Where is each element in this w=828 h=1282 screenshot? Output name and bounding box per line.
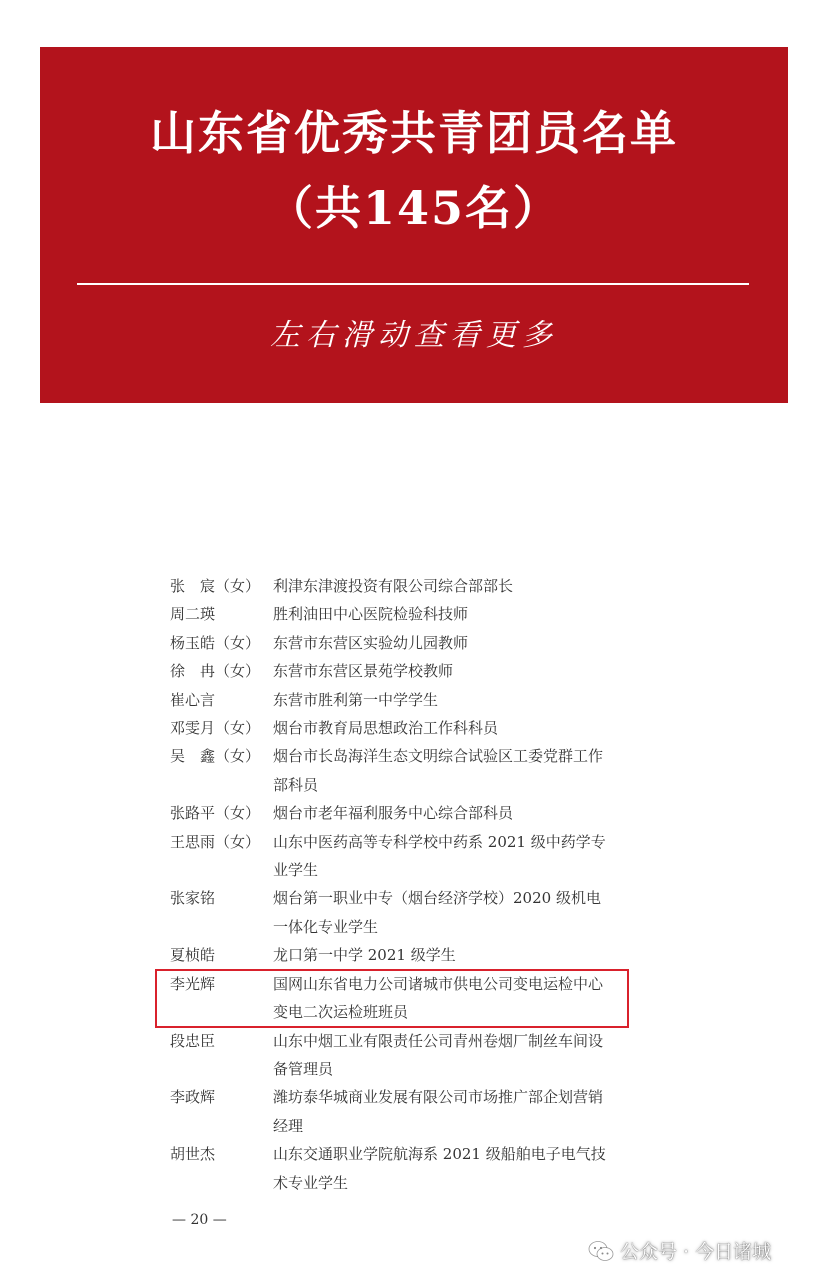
list-item [170,629,610,657]
banner-count: （共145名） [266,181,562,235]
member-desc: 国网山东省电力公司诸城市供电公司变电运检中心变电二次运检班班员 [273,974,604,1022]
member-desc: 烟台市教育局思想政治工作科科员 [273,719,499,738]
member-name: 周二瑛 [170,605,216,624]
member-desc: 利津东津渡投资有限公司综合部部长 [273,577,514,595]
list-item [170,799,610,827]
member-desc: 山东交通职业学院航海系 2021 级船舶电子电气技术专业学生 [273,1145,606,1192]
watermark [588,1237,771,1264]
watermark-text: 公众号 · 今日诸城 [620,1241,772,1263]
member-desc: 烟台第一职业中专（烟台经济学校）2020 级机电一体化专业学生 [273,889,601,936]
list-item [170,714,610,742]
list-item [170,1027,610,1084]
list-item [170,941,610,969]
member-name: 杨玉皓（女） [170,633,261,652]
list-item [170,828,610,885]
member-desc: 东营市胜利第一中学学生 [273,690,439,709]
member-name: 徐 冉（女） [170,662,261,681]
banner-divider [77,283,749,285]
list-item [170,1083,610,1140]
member-desc: 山东中烟工业有限责任公司青州卷烟厂制丝车间设备管理员 [273,1031,604,1078]
list-item [170,742,610,799]
list-item [170,657,610,685]
list-item [170,600,610,628]
banner-subtitle: 左右滑动查看更多 [270,318,558,353]
member-desc: 潍坊泰华城商业发展有限公司市场推广部企划营销经理 [273,1088,604,1135]
member-desc: 山东中医药高等专科学校中药系 2021 级中药学专业学生 [273,832,606,880]
member-name: 胡世杰 [170,1145,216,1164]
list-item [170,686,610,714]
member-name: 王思雨（女） [170,832,261,851]
member-desc: 东营市东营区景苑学校教师 [273,662,454,681]
member-list [170,572,610,1197]
page-number: — 20 — [172,1212,227,1228]
member-name: 张 宸（女） [170,577,261,595]
member-desc: 烟台市长岛海洋生态文明综合试验区工委党群工作部科员 [273,747,604,794]
member-name: 张路平（女） [170,804,261,823]
member-name: 段忠臣 [170,1031,216,1050]
member-desc: 胜利油田中心医院检验科技师 [273,605,469,624]
title-banner [40,47,788,403]
member-name: 李政辉 [170,1088,216,1107]
member-name: 李光辉 [170,974,216,993]
wechat-icon [588,1240,614,1262]
member-name: 张家铭 [170,889,216,908]
list-item [170,1140,610,1197]
banner-title: 山东省优秀共青团员名单 [150,106,678,160]
member-name: 邓雯月（女） [170,719,261,738]
member-name: 夏桢皓 [170,946,216,965]
highlight-box [155,969,629,1028]
member-desc: 烟台市老年福利服务中心综合部科员 [273,804,514,823]
member-name: 崔心言 [170,690,216,709]
list-item [170,572,610,600]
member-desc: 东营市东营区实验幼儿园教师 [273,633,469,652]
list-item [170,884,610,941]
member-desc: 龙口第一中学 2021 级学生 [273,946,456,965]
member-name: 吴 鑫（女） [170,747,261,766]
